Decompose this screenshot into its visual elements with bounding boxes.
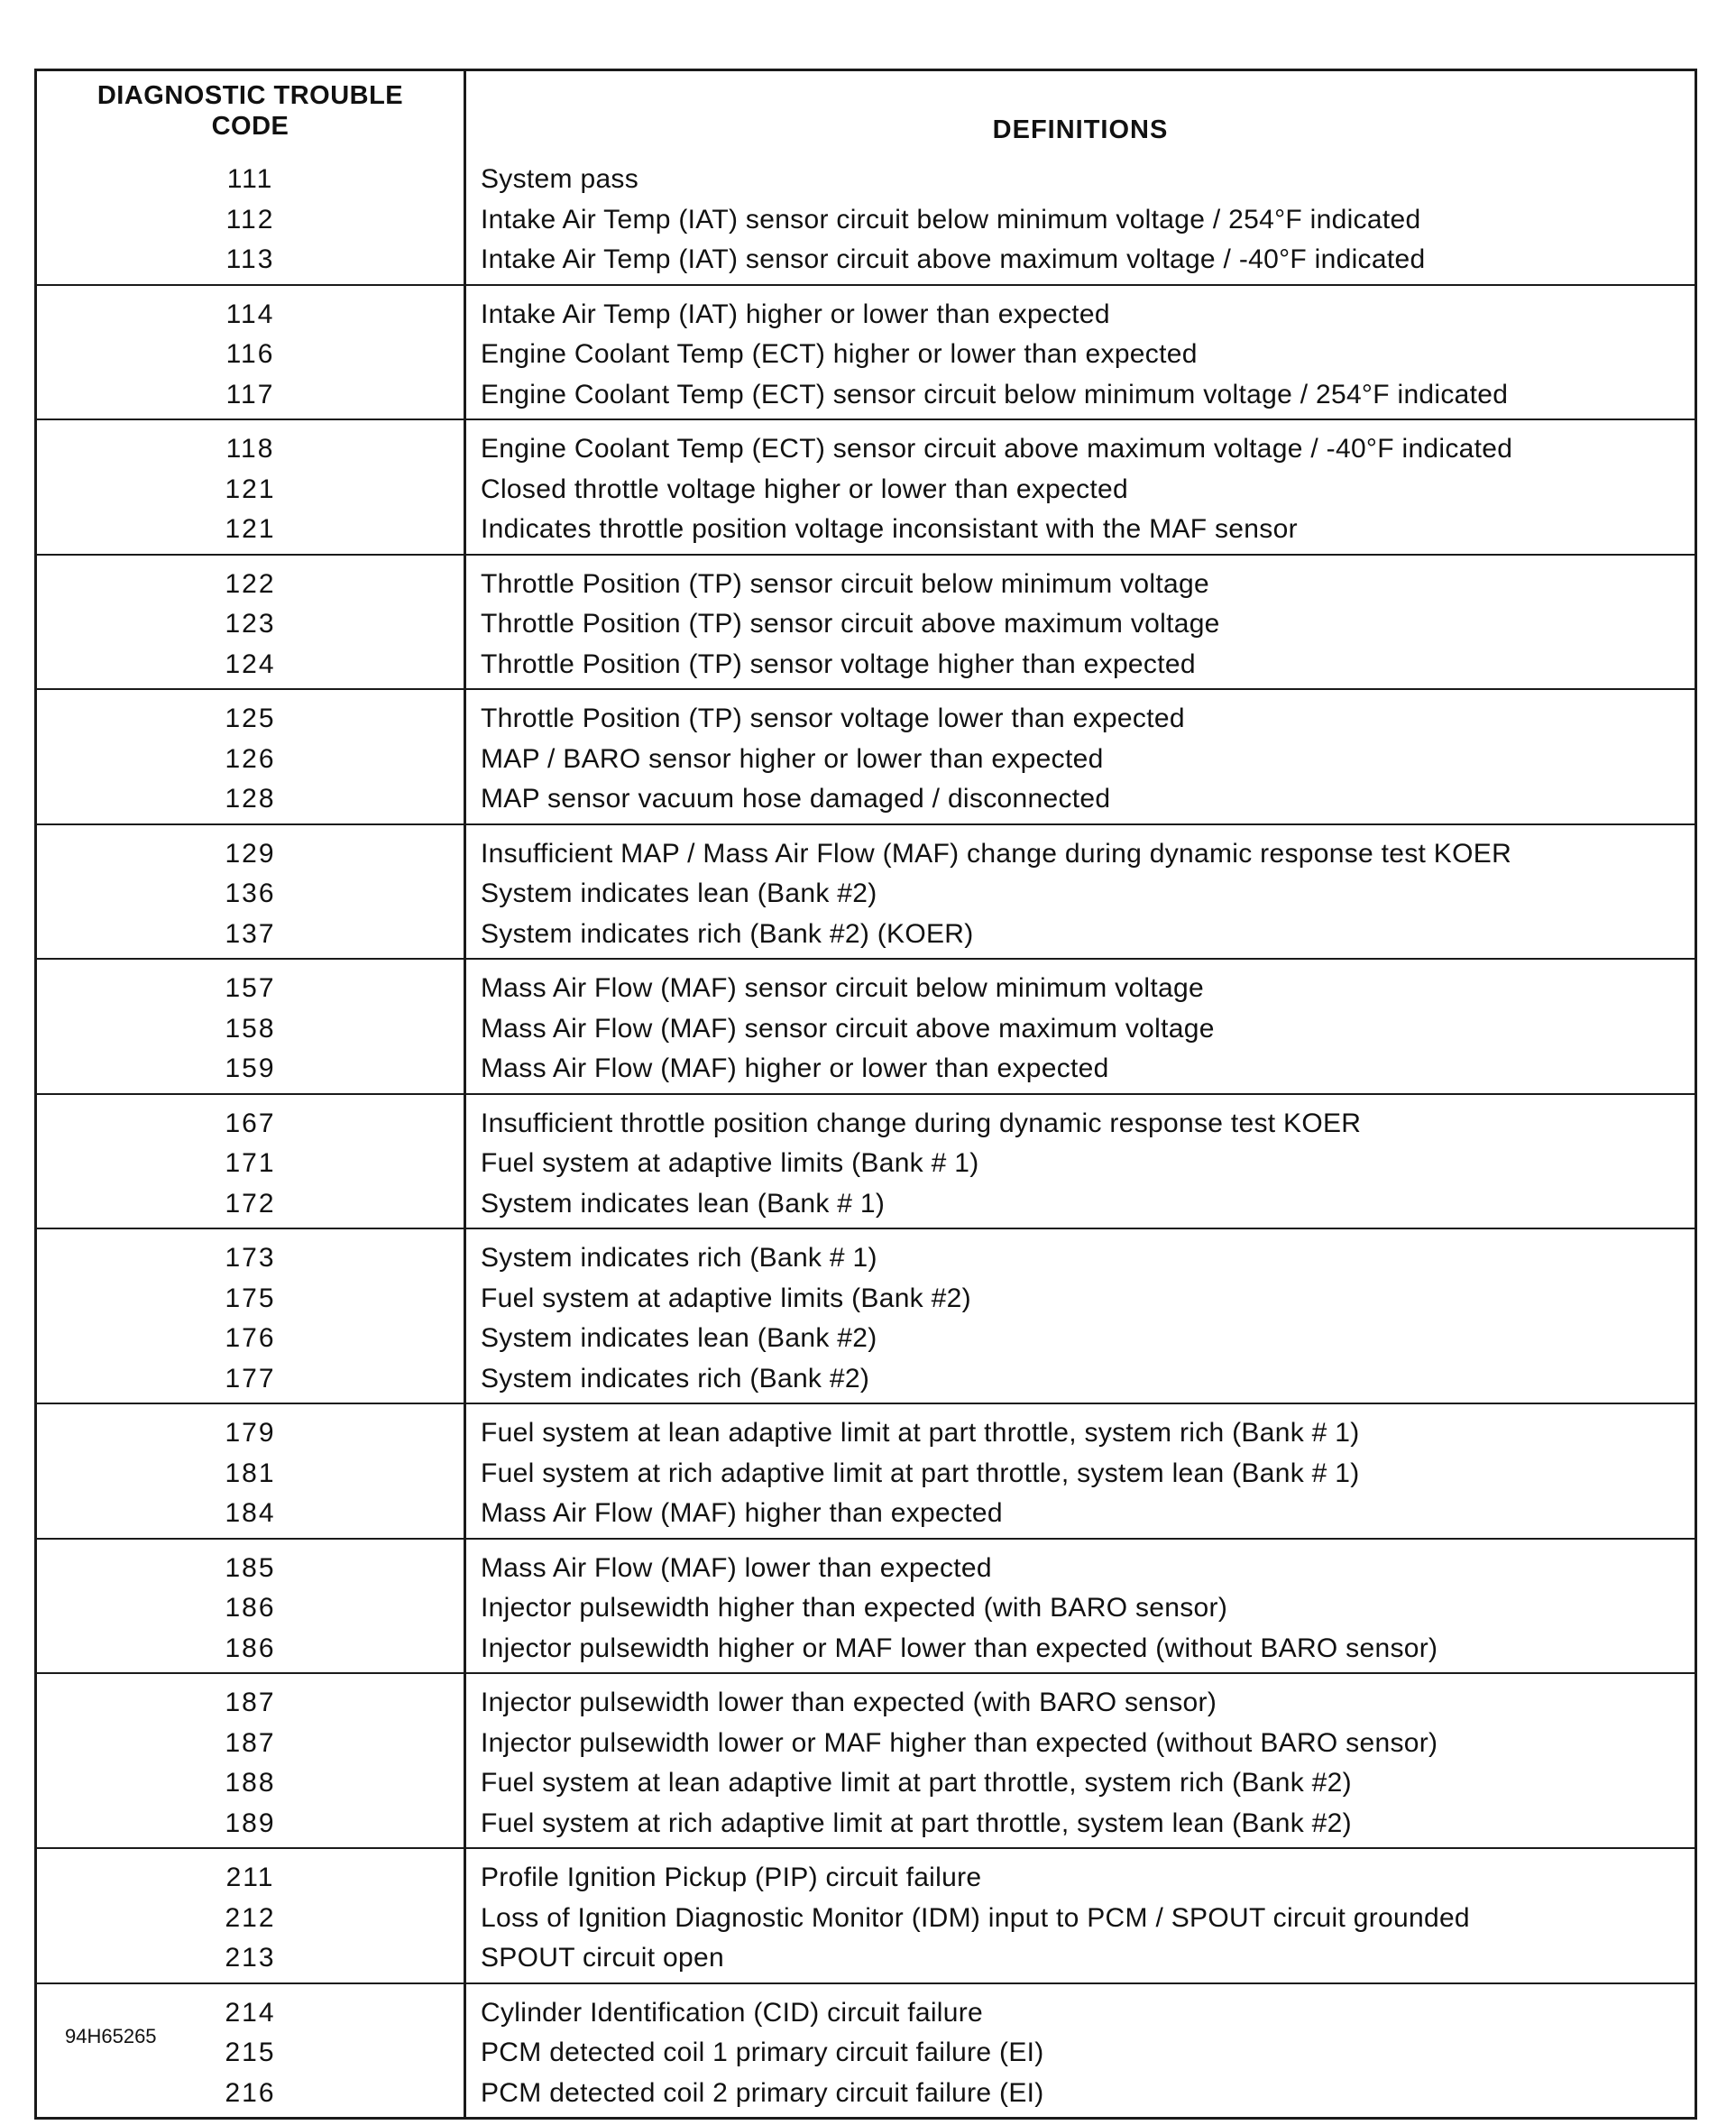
code-definition: Engine Coolant Temp (ECT) higher or lower than expected (481, 339, 1198, 369)
table-row-group (37, 1093, 1695, 1228)
code-definition: Throttle Position (TP) sensor voltage lower than expected (481, 704, 1185, 733)
trouble-code: 184 (225, 1498, 276, 1528)
code-definition: Fuel system at lean adaptive limit at part throttle, system rich (Bank #2) (481, 1768, 1352, 1798)
definitions-column-header: DEFINITIONS (992, 115, 1169, 144)
trouble-code: 171 (225, 1148, 276, 1178)
trouble-code: 167 (225, 1108, 276, 1138)
code-definition: Mass Air Flow (MAF) higher or lower than expected (481, 1053, 1109, 1083)
trouble-code: 123 (225, 609, 276, 639)
code-header-line-2: CODE (211, 112, 289, 141)
code-definition: Fuel system at rich adaptive limit at part throttle, system lean (Bank # 1) (481, 1458, 1360, 1488)
code-definition: Fuel system at rich adaptive limit at part throttle, system lean (Bank #2) (481, 1808, 1352, 1838)
trouble-code: 188 (225, 1768, 276, 1798)
trouble-code: 212 (225, 1902, 276, 1933)
trouble-code: 117 (225, 379, 275, 409)
table-row-group (37, 1538, 1695, 1673)
code-definition: Cylinder Identification (CID) circuit failure (481, 1997, 984, 2028)
trouble-code: 157 (225, 973, 276, 1003)
code-cell (37, 1984, 466, 2118)
code-definition: Injector pulsewidth lower than expected (with BARO sensor) (481, 1688, 1217, 1717)
code-cell (37, 825, 466, 959)
trouble-code: 112 (225, 204, 275, 235)
figure-id: 94H65265 (65, 2025, 157, 2047)
trouble-code: 116 (225, 339, 275, 369)
code-definition: Throttle Position (TP) sensor voltage higher than expected (481, 649, 1196, 679)
table-row-group (37, 823, 1695, 959)
trouble-code: 172 (225, 1188, 276, 1219)
definition-cell (466, 1984, 1695, 2118)
table-row-group (37, 1847, 1695, 1982)
code-cell (37, 556, 466, 689)
trouble-code-table (34, 69, 1697, 2120)
code-cell (37, 420, 466, 554)
trouble-code: 214 (225, 1997, 276, 2028)
code-cell (37, 1849, 466, 1982)
code-definition: Insufficient throttle position change during dynamic response test KOER (481, 1108, 1362, 1138)
table-row-group (37, 1403, 1695, 1538)
table-row-group (37, 1982, 1695, 2118)
code-definition: Throttle Position (TP) sensor circuit above maximum voltage (481, 609, 1220, 639)
code-cell (37, 151, 466, 284)
trouble-code: 136 (225, 879, 276, 908)
code-cell (37, 690, 466, 823)
table-row-group (37, 688, 1695, 823)
table-row-group (37, 1672, 1695, 1847)
trouble-code: 175 (225, 1283, 276, 1313)
trouble-code: 215 (225, 2038, 276, 2067)
code-cell (37, 960, 466, 1093)
trouble-code: 121 (225, 474, 276, 504)
trouble-code: 187 (225, 1727, 276, 1758)
trouble-code: 189 (225, 1808, 276, 1838)
trouble-code: 186 (225, 1593, 276, 1623)
definition-cell (466, 286, 1695, 419)
trouble-code: 122 (225, 568, 276, 599)
trouble-code: 213 (225, 1943, 276, 1973)
code-definition: Closed throttle voltage higher or lower than expected (481, 474, 1128, 504)
code-definition: PCM detected coil 1 primary circuit failure (EI) (481, 2038, 1044, 2067)
code-definition: System indicates lean (Bank #2) (481, 1323, 877, 1353)
code-definition: Loss of Ignition Diagnostic Monitor (IDM) input to PCM / SPOUT circuit grounded (481, 1902, 1470, 1933)
table-row-group (37, 554, 1695, 689)
code-definition: Intake Air Temp (IAT) sensor circuit above maximum voltage / -40°F indicated (481, 244, 1426, 274)
definition-cell (466, 556, 1695, 689)
definition-cell (466, 825, 1695, 959)
code-definition: Throttle Position (TP) sensor circuit below minimum voltage (481, 568, 1209, 599)
trouble-code: 128 (225, 784, 276, 814)
trouble-code: 177 (225, 1363, 276, 1394)
trouble-code: 118 (225, 434, 275, 464)
code-definition: MAP / BARO sensor higher or lower than expected (481, 743, 1104, 774)
code-definition: Injector pulsewidth higher than expected (with BARO sensor) (481, 1593, 1228, 1623)
code-definition: Fuel system at adaptive limits (Bank #2) (481, 1283, 971, 1313)
code-definition: Fuel system at lean adaptive limit at part throttle, system rich (Bank # 1) (481, 1418, 1360, 1448)
definition-cell (466, 1229, 1695, 1403)
trouble-code: 187 (225, 1688, 276, 1717)
code-definition: Injector pulsewidth lower or MAF higher than expected (without BARO sensor) (481, 1727, 1438, 1758)
trouble-code: 185 (225, 1552, 276, 1583)
code-definition: Engine Coolant Temp (ECT) sensor circuit above maximum voltage / -40°F indicated (481, 434, 1513, 464)
trouble-code: 211 (225, 1863, 275, 1892)
definition-cell (466, 1095, 1695, 1228)
code-definition: Intake Air Temp (IAT) higher or lower than expected (481, 299, 1110, 329)
trouble-code: 124 (225, 649, 276, 679)
code-column-header (37, 71, 466, 151)
definition-cell (466, 1540, 1695, 1673)
code-definition: System indicates rich (Bank #2) (481, 1363, 870, 1394)
definition-cell (466, 151, 1695, 284)
trouble-code: 173 (225, 1243, 276, 1273)
trouble-code: 121 (225, 514, 276, 544)
code-cell (37, 1404, 466, 1538)
trouble-code: 111 (226, 164, 274, 194)
code-definition: Insufficient MAP / Mass Air Flow (MAF) change during dynamic response test KOER (481, 838, 1512, 869)
code-cell (37, 1674, 466, 1847)
code-definition: System indicates lean (Bank #2) (481, 879, 877, 908)
code-definition: Mass Air Flow (MAF) sensor circuit below minimum voltage (481, 973, 1204, 1003)
table-header (37, 71, 1695, 151)
code-header-line-1: DIAGNOSTIC TROUBLE (96, 81, 404, 110)
code-definition: Intake Air Temp (IAT) sensor circuit below minimum voltage / 254°F indicated (481, 204, 1421, 235)
trouble-code: 216 (225, 2077, 276, 2108)
trouble-code: 159 (225, 1053, 276, 1083)
trouble-code: 179 (225, 1418, 276, 1448)
definition-cell (466, 690, 1695, 823)
definition-cell (466, 1849, 1695, 1982)
code-definition: Profile Ignition Pickup (PIP) circuit failure (481, 1863, 982, 1892)
table-row-group (37, 284, 1695, 419)
trouble-code: 126 (225, 743, 276, 774)
table-body (37, 151, 1695, 2117)
code-definition: Mass Air Flow (MAF) sensor circuit above maximum voltage (481, 1013, 1215, 1044)
code-definition: System pass (481, 164, 639, 194)
table-row-group (37, 958, 1695, 1093)
code-cell (37, 1229, 466, 1403)
definition-cell (466, 1404, 1695, 1538)
code-definition: Mass Air Flow (MAF) lower than expected (481, 1552, 992, 1583)
code-definition: Indicates throttle position voltage inconsistant with the MAF sensor (481, 514, 1298, 544)
table-row-group (37, 151, 1695, 284)
code-cell (37, 286, 466, 419)
code-definition: Injector pulsewidth higher or MAF lower than expected (without BARO sensor) (481, 1633, 1438, 1663)
trouble-code: 176 (225, 1323, 276, 1353)
code-cell (37, 1095, 466, 1228)
trouble-code: 158 (225, 1013, 276, 1044)
code-definition: SPOUT circuit open (481, 1943, 724, 1973)
code-definition: PCM detected coil 2 primary circuit failure (EI) (481, 2077, 1044, 2108)
definition-cell (466, 420, 1695, 554)
code-definition: Engine Coolant Temp (ECT) sensor circuit below minimum voltage / 254°F indicated (481, 379, 1509, 409)
trouble-code: 113 (225, 244, 275, 274)
trouble-code: 181 (225, 1458, 276, 1488)
trouble-code: 129 (225, 838, 276, 869)
code-cell (37, 1540, 466, 1673)
trouble-code: 114 (225, 299, 275, 329)
table-row-group (37, 419, 1695, 554)
trouble-code: 137 (225, 918, 276, 949)
table-row-group (37, 1228, 1695, 1403)
trouble-code: 125 (225, 704, 276, 733)
definition-cell (466, 960, 1695, 1093)
code-definition: System indicates rich (Bank # 1) (481, 1243, 877, 1273)
code-definition: Fuel system at adaptive limits (Bank # 1) (481, 1148, 979, 1178)
code-definition: Mass Air Flow (MAF) higher than expected (481, 1498, 1003, 1528)
code-definition: System indicates lean (Bank # 1) (481, 1188, 886, 1219)
trouble-code: 186 (225, 1633, 276, 1663)
definition-cell (466, 1674, 1695, 1847)
code-definition: System indicates rich (Bank #2) (KOER) (481, 918, 974, 949)
code-definition: MAP sensor vacuum hose damaged / disconnected (481, 784, 1111, 814)
